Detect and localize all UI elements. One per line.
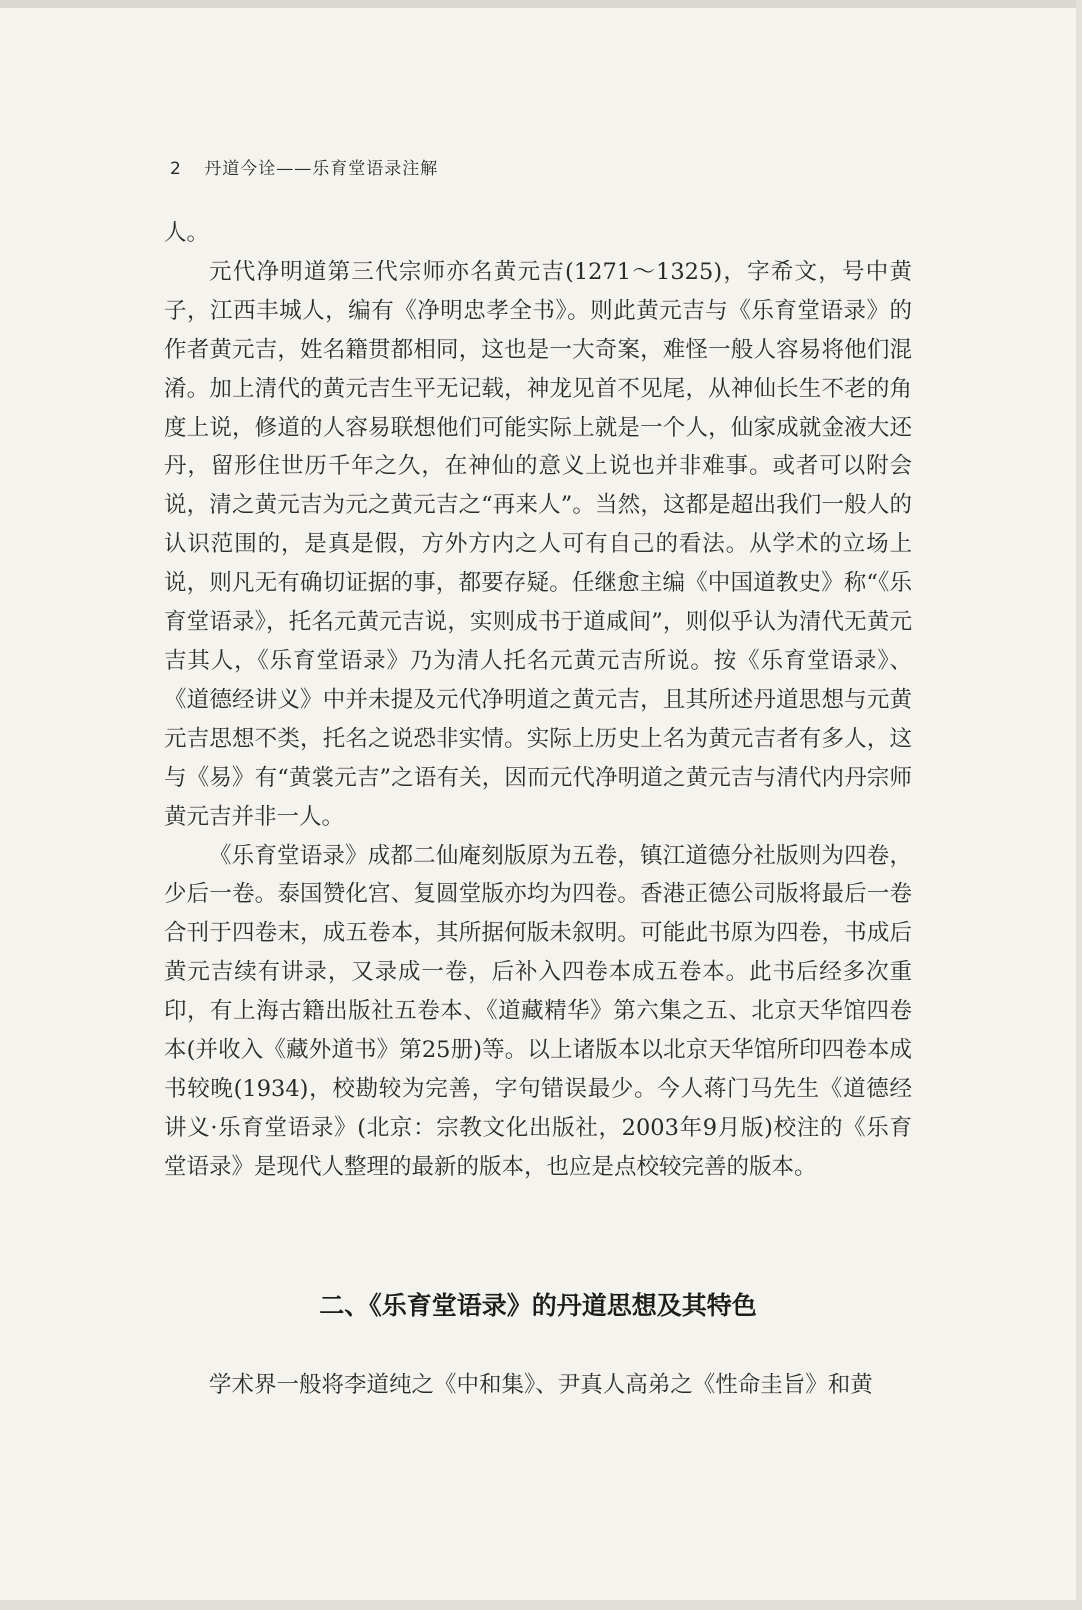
scan-edge-bottom (0, 1600, 1082, 1610)
section-heading: 二、《乐育堂语录》的丹道思想及其特色 (319, 1291, 757, 1320)
paragraph-start: 学术界一般将李道纯之《中和集》、尹真人高弟之《性命圭旨》和黄 (209, 1372, 873, 1398)
paragraph: 《乐育堂语录》成都二仙庵刻版原为五卷，镇江道德分社版则为四卷，少后一卷。泰国赞化宫、复圆堂版亦均为四卷。香港正德公司版将最后一卷合刊于四卷末，成五卷本，其所据何版未叙明。可能此书原为四卷，书成后黄元吉续有讲录，又录成一卷，后补入四卷本成五卷本。此书后经多次重印，有上海古籍出版社五卷本、《道藏精华》第六集之五、北京天华馆四卷本(并收入《藏外道书》第25册)等。以上诸版本以北京天华馆所印四卷本成书较晚(1934)，校勘较为完善，字句错误最少。今人蒋门马先生《道德经讲义·乐育堂语录》(北京：宗教文化出版社，2003年9月版)校注的《乐育堂语录》是现代人整理的最新的版本，也应是点校较完善的版本。 (164, 842, 912, 1180)
scan-edge-right (1076, 0, 1082, 1610)
body-text (164, 214, 912, 1187)
scan-edge-top (0, 0, 1082, 8)
running-header (170, 154, 438, 179)
running-title: 丹道今诠——乐育堂语录注解 (204, 159, 439, 179)
paragraph: 元代净明道第三代宗师亦名黄元吉(1271～1325)，字希文，号中黄子，江西丰城人，编有《净明忠孝全书》。则此黄元吉与《乐育堂语录》的作者黄元吉，姓名籍贯都相同，这也是一大奇案，难怪一般人容易将他们混淆。加上清代的黄元吉生平无记载，神龙见首不见尾，从神仙长生不老的角度上说，修道的人容易联想他们可能实际上就是一个人，仙家成就金液大还丹，留形住世历千年之久，在神仙的意义上说也并非难事。或者可以附会说，清之黄元吉为元之黄元吉之“再来人”。当然，这都是超出我们一般人的认识范围的，是真是假，方外方内之人可有自己的看法。从学术的立场上说，则凡无有确切证据的事，都要存疑。任继愈主编《中国道教史》称“《乐育堂语录》，托名元黄元吉说，实则成书于道咸间”，则似乎认为清代无黄元吉其人，《乐育堂语录》乃为清人托名元黄元吉所说。按《乐育堂语录》、《道德经讲义》中并未提及元代净明道之黄元吉，且其所述丹道思想与元黄元吉思想不类，托名之说恐非实情。实际上历史上名为黄元吉者有多人，这与《易》有“黄裳元吉”之语有关，因而元代净明道之黄元吉与清代内丹宗师黄元吉并非一人。 (164, 258, 912, 830)
page-number: 2 (170, 159, 182, 179)
paragraph-continuation: 人。 (164, 220, 210, 246)
